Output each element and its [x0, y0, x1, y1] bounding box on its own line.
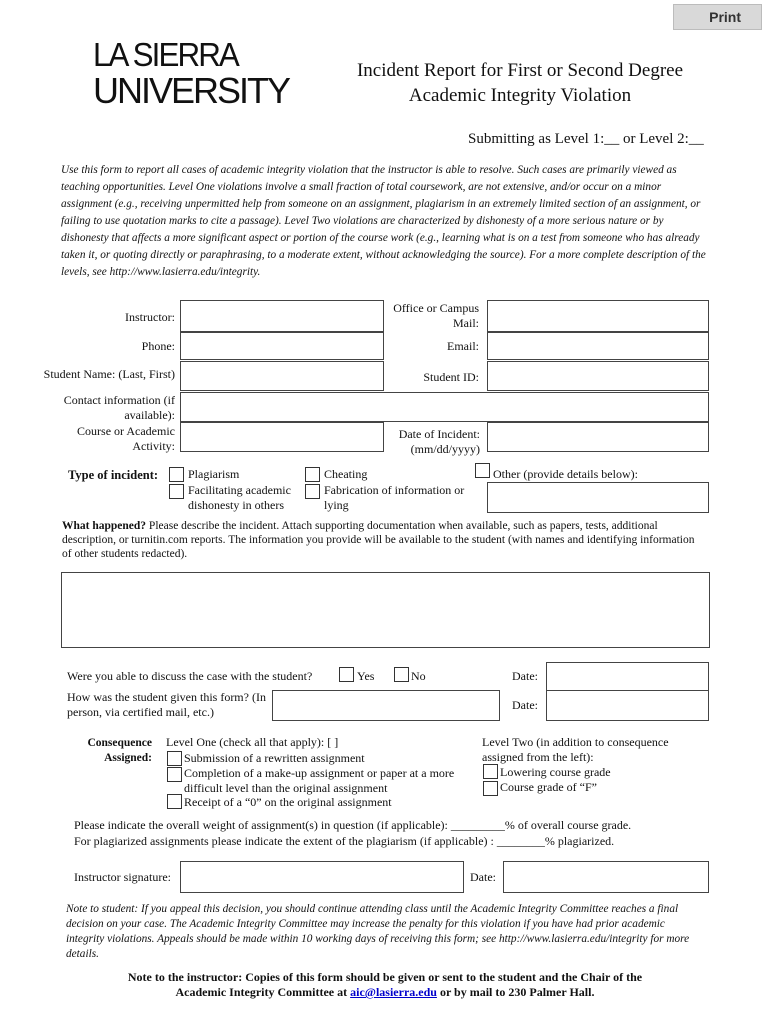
student-note: Note to student: If you appeal this decision, you should continue attending class until the Academic Integrity Committee reaches a final decision on your case. The Academic Integrity Committee may increase the penalty for this violation if you have had prior academic integrity violations. Appeals should be made within 10 working days of receiving this form; see http://www.lasierra.edu/integrity for more details.	[66, 903, 690, 960]
consequence-label: Consequence Assigned:	[87, 737, 152, 764]
fabrication-label: Fabrication of information or lying	[324, 483, 465, 512]
signature-label: Instructor signature:	[74, 870, 171, 884]
intro-text: Use this form to report all cases of academic integrity violation that the instructor is able to resolve. Such cases are primarily viewed as teaching opportunities. Level One violations involve a small fraction of total coursework, are not extensive, and/or occur on a minor assignment (e.g., receiving unpermitted help from someone on an assignment, plagiarism in an extremely limited section of an assignment, or failing to use quotation marks to cite a passage). Level Two violations are characterized by dishonesty of a more serious nature or by dishonesty that affects a more significant aspect or portion of the course work (e.g., learning what is on a test from someone who has already taken it, or quoting directly or paraphrasing, to a moderate extent, without acknowledging the source). For a more complete description of the levels, see http://www.lasierra.edu/integrity.	[61, 164, 706, 278]
makeup-checkbox[interactable]	[167, 767, 182, 782]
rewritten-label: Submission of a rewritten assignment	[184, 751, 365, 765]
other-checkbox[interactable]	[475, 463, 490, 478]
instructor-field[interactable]	[180, 300, 384, 332]
grade-f-label: Course grade of “F”	[500, 780, 597, 794]
incident-description-field[interactable]	[61, 572, 710, 648]
page-title	[330, 58, 710, 108]
office-field[interactable]	[487, 300, 709, 332]
other-label: Other (provide details below):	[493, 467, 638, 481]
contact-label: Contact information (if available):	[63, 393, 175, 422]
date-incident-field[interactable]	[487, 422, 709, 452]
contact-field[interactable]	[180, 392, 709, 422]
lower-grade-checkbox[interactable]	[483, 764, 498, 779]
yes-checkbox[interactable]	[339, 667, 354, 682]
what-happened-text	[62, 519, 702, 561]
signature-date-field[interactable]	[503, 861, 709, 893]
facilitating-checkbox[interactable]	[169, 484, 184, 499]
phone-label: Phone:	[141, 339, 175, 353]
email-field[interactable]	[487, 332, 709, 360]
makeup-label: Completion of a make-up assignment or paper at a more difficult level than the original assignment	[184, 766, 455, 795]
given-method-field[interactable]	[272, 690, 500, 721]
given-date-field[interactable]	[546, 690, 709, 721]
signature-field[interactable]	[180, 861, 464, 893]
yes-label: Yes	[357, 669, 375, 683]
plagiarism-label: Plagiarism	[188, 467, 240, 481]
course-label: Course or Academic Activity:	[77, 424, 175, 453]
incident-type-label: Type of incident:	[68, 468, 159, 482]
logo-line2: UNIVERSITY	[93, 70, 290, 111]
lower-grade-label: Lowering course grade	[500, 765, 611, 779]
student-name-label: Student Name: (Last, First)	[43, 367, 175, 381]
student-name-field[interactable]	[180, 361, 384, 391]
signature-date-label: Date:	[470, 870, 496, 884]
cheating-checkbox[interactable]	[305, 467, 320, 482]
university-logo	[93, 38, 289, 109]
no-label: No	[411, 669, 426, 683]
date-incident-label: Date of Incident: (mm/dd/yyyy)	[398, 427, 480, 456]
instructor-note-line1: Note to the instructor: Copies of this form should be given or sent to the student and the Chair of the	[127, 970, 643, 984]
fabrication-checkbox[interactable]	[305, 484, 320, 499]
instructor-note	[60, 970, 710, 1000]
phone-field[interactable]	[180, 332, 384, 360]
level1-title: Level One (check all that apply): [ ]	[166, 735, 339, 749]
facilitating-label: Facilitating academic dishonesty in others	[188, 483, 291, 512]
student-id-label: Student ID:	[423, 370, 479, 384]
zero-checkbox[interactable]	[167, 794, 182, 809]
student-id-field[interactable]	[487, 361, 709, 391]
instructor-note-line2a: Academic Integrity Committee at	[175, 985, 351, 999]
what-happened-label: What happened?	[62, 520, 147, 532]
cheating-label: Cheating	[324, 467, 368, 481]
discuss-date-label: Date:	[512, 669, 538, 683]
weight-line: Please indicate the overall weight of assignment(s) in question (if applicable): _________% of overall course grade.	[74, 818, 632, 832]
plagiarism-checkbox[interactable]	[169, 467, 184, 482]
given-date-label: Date:	[512, 698, 538, 712]
discuss-question: Were you able to discuss the case with the student?	[67, 669, 313, 683]
instructor-label: Instructor:	[125, 310, 175, 324]
level2-title: Level Two (in addition to consequence assigned from the left):	[482, 735, 669, 764]
what-happened-desc: Please describe the incident. Attach supporting documentation when available, such as papers, tests, additional description, or turnitin.com reports. The information you provide will be available to the student (with names and identifying information of other students redacted).	[62, 520, 695, 560]
email-label: Email:	[447, 339, 479, 353]
course-field[interactable]	[180, 422, 384, 452]
zero-label: Receipt of a “0” on the original assignment	[184, 795, 392, 809]
no-checkbox[interactable]	[394, 667, 409, 682]
print-button[interactable]: Print	[673, 4, 762, 30]
level-line: Submitting as Level 1:__ or Level 2:__	[468, 131, 704, 147]
rewritten-checkbox[interactable]	[167, 751, 182, 766]
other-details-field[interactable]	[487, 482, 709, 513]
instructor-note-line2	[60, 985, 710, 1000]
plagiarism-extent-line: For plagiarized assignments please indicate the extent of the plagiarism (if applicable) : ________% plagiarized.	[74, 834, 615, 848]
office-label: Office or Campus Mail:	[393, 301, 479, 330]
instructor-note-line2b: or by mail to 230 Palmer Hall.	[436, 985, 595, 999]
given-question: How was the student given this form? (In person, via certified mail, etc.)	[67, 690, 266, 719]
discuss-date-field[interactable]	[546, 662, 709, 692]
title-line2: Academic Integrity Violation	[408, 85, 632, 106]
logo-line1: LA SIERRA	[93, 36, 238, 73]
grade-f-checkbox[interactable]	[483, 781, 498, 796]
committee-email-link[interactable]: aic@lasierra.edu	[350, 985, 437, 999]
title-line1: Incident Report for First or Second Degree	[356, 60, 684, 81]
